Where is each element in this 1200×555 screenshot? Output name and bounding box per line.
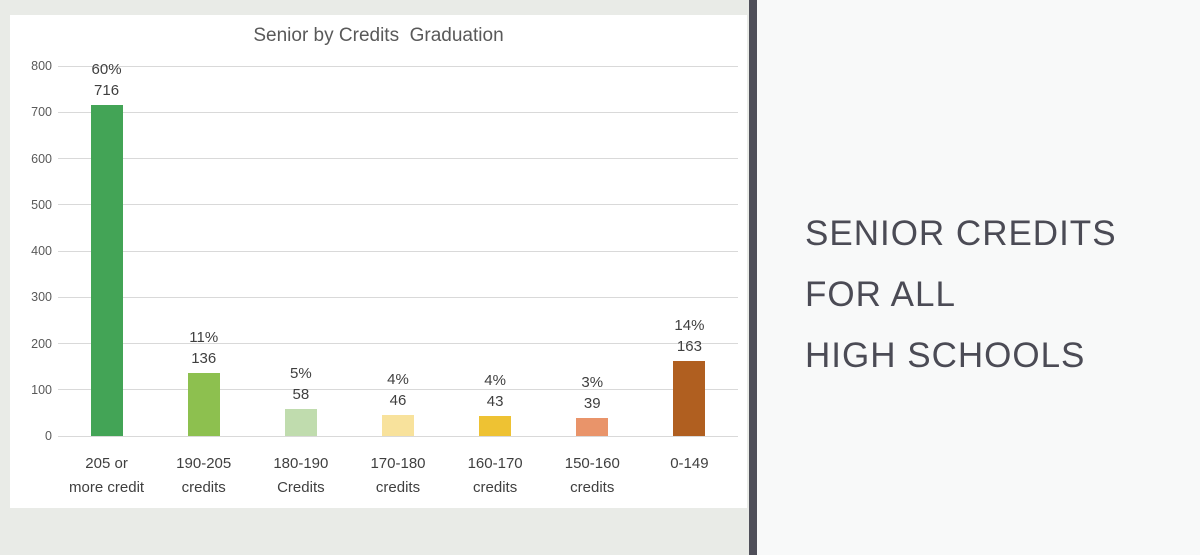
bar-value-label: 4% 43	[484, 372, 506, 411]
y-tick-label: 800	[31, 59, 52, 73]
bar	[673, 361, 705, 436]
heading-line: HIGH SCHOOLS	[805, 336, 1086, 375]
chart-title: Senior by Credits Graduation	[253, 25, 504, 46]
page-heading	[805, 203, 1117, 386]
y-tick-label: 300	[31, 290, 52, 305]
bar	[188, 373, 220, 436]
vertical-divider	[749, 0, 757, 555]
y-tick-label: 100	[31, 382, 52, 397]
bar-slot	[349, 66, 446, 496]
bar-slot	[155, 66, 252, 496]
bar-slot	[641, 66, 738, 472]
bar-value-label: 4% 46	[387, 370, 409, 409]
bar-slot	[58, 60, 155, 496]
y-tick-label: 200	[31, 336, 52, 351]
chart-panel	[10, 15, 747, 508]
bar	[479, 416, 511, 436]
x-category-label: 160-170 credits	[467, 455, 523, 496]
y-tick-label: 600	[31, 151, 52, 166]
bar-value-label: 3% 39	[581, 373, 604, 412]
bar-value-label: 60% 716	[91, 60, 122, 99]
y-tick-label: 0	[45, 429, 52, 443]
bar-slot	[447, 66, 544, 496]
heading-line: FOR ALL	[805, 275, 956, 314]
y-tick-label: 500	[31, 197, 52, 212]
bar-value-label: 5% 58	[290, 365, 312, 404]
y-tick-label: 700	[31, 105, 52, 120]
x-category-label: 150-160 credits	[564, 455, 620, 496]
bar-value-label: 14% 163	[674, 316, 705, 355]
bar	[285, 409, 317, 436]
heading-panel	[757, 0, 1200, 555]
bar	[576, 418, 608, 436]
x-category-label: 0-149	[670, 455, 709, 472]
bar-slot	[252, 66, 349, 496]
y-tick-label: 400	[31, 244, 52, 258]
plot-area	[31, 59, 738, 496]
bar-value-label: 11% 136	[189, 329, 219, 368]
bar	[91, 105, 123, 436]
heading-line: SENIOR CREDITS	[805, 214, 1117, 253]
x-category-label: 205 or more credit	[69, 455, 145, 496]
bar-slot	[544, 66, 641, 496]
x-category-label: 170-180 credits	[370, 455, 426, 496]
bar	[382, 415, 414, 436]
x-category-label: 180-190 Credits	[273, 455, 329, 496]
x-category-label: 190-205 credits	[176, 455, 232, 496]
